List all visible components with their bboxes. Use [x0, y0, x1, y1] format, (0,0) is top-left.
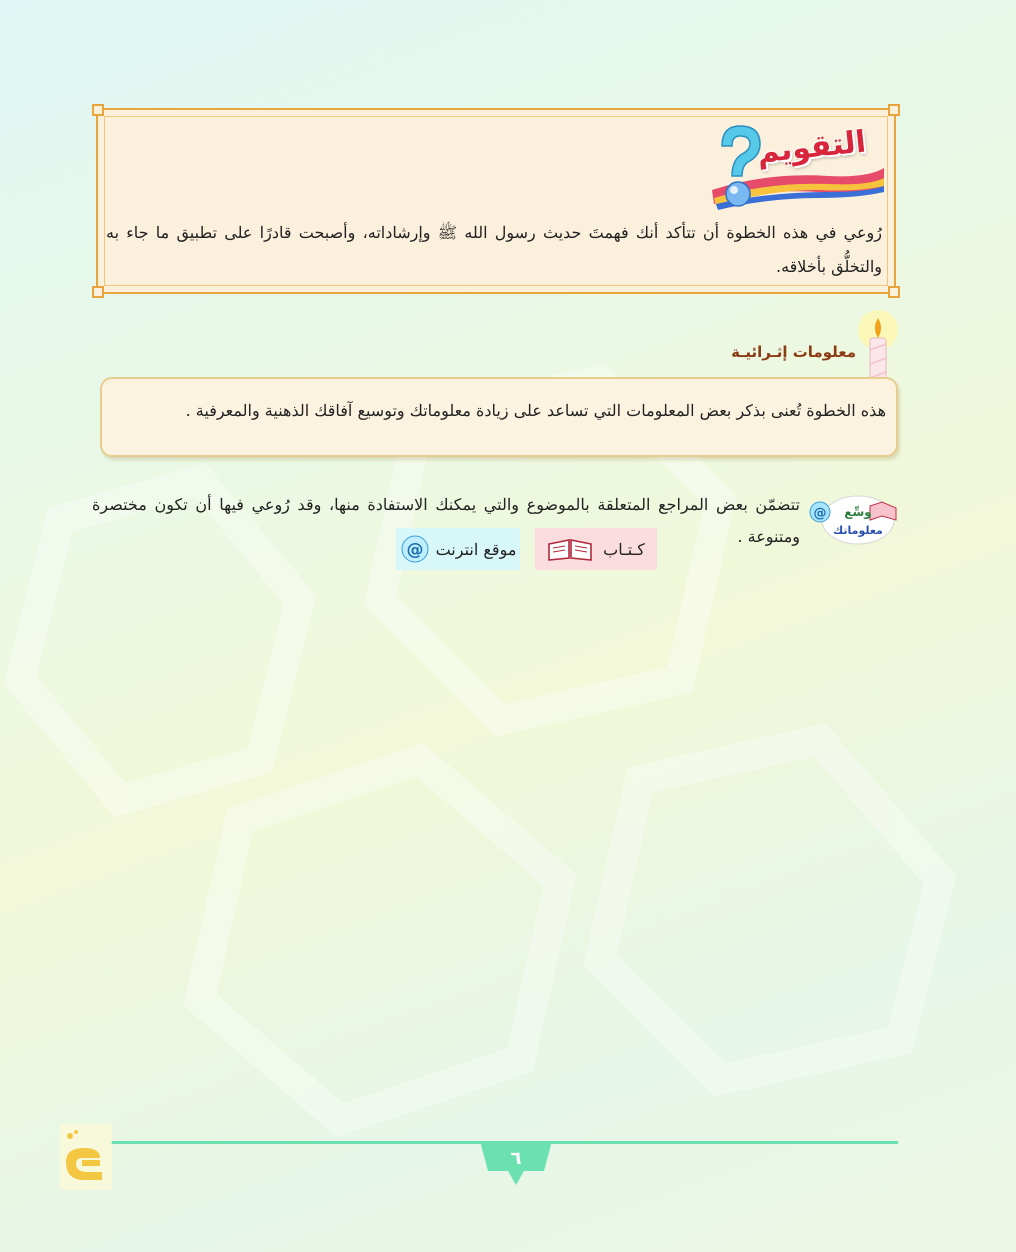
website-label: موقع انترنت — [435, 539, 517, 559]
enrichment-text: هذه الخطوة تُعنى بذكر بعض المعلومات التي تساعد على زيادة معلوماتك وتوسيع آفاقك الذهنية والمعرفية . — [185, 401, 886, 420]
svg-text:@: @ — [813, 506, 827, 521]
enrichment-heading: معلومات إثـرائيـة — [731, 343, 856, 361]
corner-ornament — [92, 286, 104, 298]
expand-text: تتضمّن بعض المراجع المتعلقة بالموضوع والتي يمكنك الاستفادة منها، وقد رُوعي فيها أن تكون مختصرة ومتنوعة . — [92, 495, 800, 546]
at-sign-icon — [400, 534, 430, 564]
svg-text:@: @ — [406, 540, 424, 560]
expand-info-icon — [808, 490, 900, 548]
corner-ornament — [888, 286, 900, 298]
evaluation-text: رُوعي في هذه الخطوة أن تتأكد أنك فهمتَ حديث رسول الله ﷺ وإرشاداته، وأصبحت قادرًا على تطبيق ما جاء به والتخلُّق بأخلاقه. — [106, 223, 882, 276]
evaluation-box — [96, 108, 896, 294]
logo-icon — [60, 1124, 112, 1190]
corner-ornament — [92, 104, 104, 116]
book-label: كـتـاب — [603, 539, 645, 559]
expand-icon-label-top: وسِّع — [844, 505, 872, 519]
page-number: ٦ — [510, 1148, 522, 1169]
enrichment-box — [100, 377, 898, 457]
website-reference — [396, 528, 520, 570]
book-icon — [547, 536, 593, 562]
expand-icon-label-bottom: معلوماتك — [833, 524, 883, 537]
book-reference — [535, 528, 657, 570]
evaluation-header — [708, 120, 888, 216]
corner-ornament — [888, 104, 900, 116]
evaluation-title: التقويم — [755, 124, 868, 171]
